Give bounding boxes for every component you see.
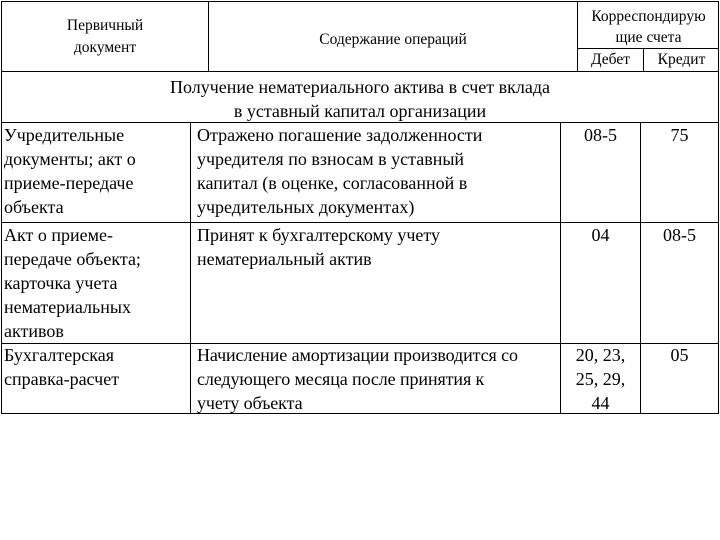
table-border-top [1,1,719,2]
row1-debit: 08-5 [584,125,617,145]
section-title: Получение нематериального актива в счет вклада в уставный капитал организации [170,77,550,121]
header-primary-document: Первичный документ [66,17,144,56]
header-separator [1,71,719,72]
body-divider-doc [190,122,191,414]
row2-operation: Принят к бухгалтерскому учету нематериальный актив [197,225,441,269]
row3-operation: Начисление амортизации производится со следующего месяца после принятия к учету объекта [197,345,518,413]
row1-operation: Отражено погашение задолженности учредителя по взносам в уставный капитал (в оценке, согласованной в учредительных документах) [197,125,483,217]
header-debit: Дебет [591,51,630,68]
row1-credit: 75 [670,125,689,145]
row3-credit: 05 [670,345,689,365]
row3-document: Бухгалтерская справка-расчет [4,345,120,389]
table-border-left [1,1,2,414]
header-operations-content: Содержание операций [319,31,467,48]
header-credit: Кредит [657,51,706,68]
row3-debit: 20, 23, 25, 29, 44 [575,345,626,413]
row2-debit: 04 [591,225,610,245]
row2-credit: 08-5 [663,225,696,245]
row1-document: Учредительные документы; акт о приеме-передаче объекта [4,125,136,217]
body-divider-debit-credit [640,122,641,414]
row2-document: Акт о приеме- передаче объекта; карточка учета нематериальных активов [4,225,141,341]
header-corresponding-accounts: Корреспондирую щие счета [591,8,706,46]
